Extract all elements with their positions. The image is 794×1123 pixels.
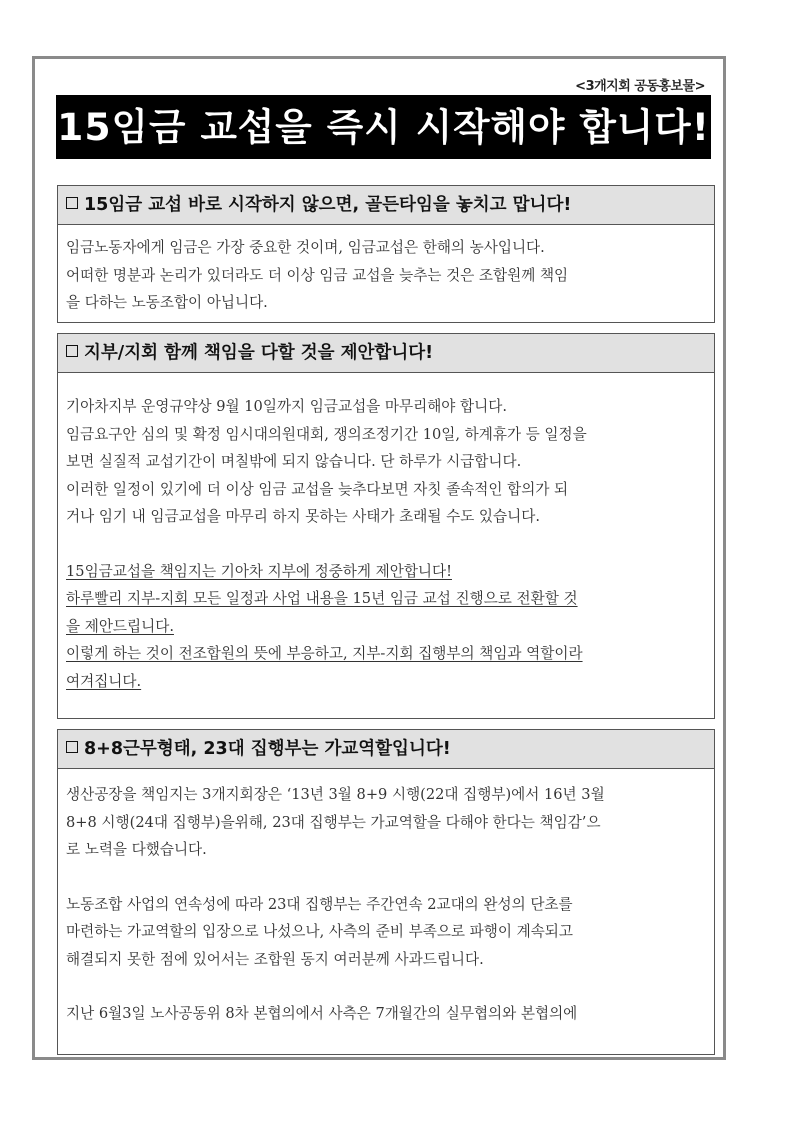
underlined-line: 하루빨리 지부-지회 모든 일정과 사업 내용을 15년 임금 교섭 진행으로 전환할 것 (66, 590, 578, 607)
body-line: 해결되지 못한 점에 있어서는 조합원 동지 여러분께 사과드립니다. (66, 950, 484, 968)
section-heading (58, 186, 714, 225)
section-body (58, 769, 714, 1028)
section-heading-text: 지부/지회 함께 책임을 다할 것을 제안합니다! (84, 343, 434, 363)
section-body (58, 373, 714, 695)
section-golden-time (57, 185, 715, 323)
body-line: 지난 6월3일 노사공동위 8차 본협의에서 사측은 7개월간의 실무협의와 본협의에 (66, 1005, 578, 1022)
section-heading (58, 334, 714, 373)
section-proposal (57, 333, 715, 719)
body-line: 임금노동자에게 임금은 가장 중요한 것이며, 임금교섭은 한해의 농사입니다. (66, 239, 545, 256)
section-heading (58, 730, 714, 769)
document-frame (32, 56, 726, 1060)
banner-title: 15임금 교섭을 즉시 시작해야 합니다! (56, 95, 711, 159)
underlined-line: 15임금교섭을 책임지는 기아차 지부에 정중하게 제안합니다! (66, 562, 452, 580)
body-line: 로 노력을 다했습니다. (66, 841, 207, 858)
body-line: 생산공장을 책임지는 3개지회장은 ‘13년 3월 8+9 시행(22대 집행부)에서 16년 3월 (66, 786, 605, 803)
body-line: 어떠한 명분과 논리가 있더라도 더 이상 임금 교섭을 늦추는 것은 조합원께 책임 (66, 266, 569, 284)
square-bullet-icon (66, 345, 78, 357)
section-heading-text: 15임금 교섭 바로 시작하지 않으면, 골든타임을 놓치고 맙니다! (84, 195, 572, 215)
square-bullet-icon (66, 197, 78, 209)
section-heading-text: 8+8근무형태, 23대 집행부는 가교역할입니다! (84, 739, 451, 759)
source-tag: <3개지회 공동홍보물> (575, 79, 705, 94)
underlined-line: 여겨집니다. (66, 672, 142, 690)
underlined-line: 이렇게 하는 것이 전조합원의 뜻에 부응하고, 지부-지회 집행부의 책임과 역할이라 (66, 645, 583, 662)
body-line: 거나 임기 내 임금교섭을 마무리 하지 못하는 사태가 초래될 수도 있습니다. (66, 508, 540, 525)
section-work-schedule (57, 729, 715, 1055)
body-line: 이러한 일정이 있기에 더 이상 임금 교섭을 늦추다보면 자칫 졸속적인 합의가 되 (66, 480, 569, 498)
body-line: 임금요구안 심의 및 확정 임시대의원대회, 쟁의조정기간 10일, 하계휴가 등 일정을 (66, 425, 587, 443)
square-bullet-icon (66, 741, 78, 753)
body-line: 보면 실질적 교섭기간이 며칠밖에 되지 않습니다. 단 하루가 시급합니다. (66, 453, 522, 470)
underlined-line: 을 제안드립니다. (66, 617, 174, 635)
body-line: 8+8 시행(24대 집행부)을위해, 23대 집행부는 가교역할을 다해야 한다는 책임감’으 (66, 813, 601, 831)
section-body (58, 225, 714, 317)
body-line: 마련하는 가교역할의 입장으로 나섰으나, 사측의 준비 부족으로 파행이 계속되고 (66, 923, 573, 940)
body-line: 기아차지부 운영규약상 9월 10일까지 임금교섭을 마무리해야 합니다. (66, 398, 507, 415)
body-line: 노동조합 사업의 연속성에 따라 23대 집행부는 주간연속 2교대의 완성의 단초를 (66, 895, 573, 913)
body-line: 을 다하는 노동조합이 아닙니다. (66, 294, 268, 311)
